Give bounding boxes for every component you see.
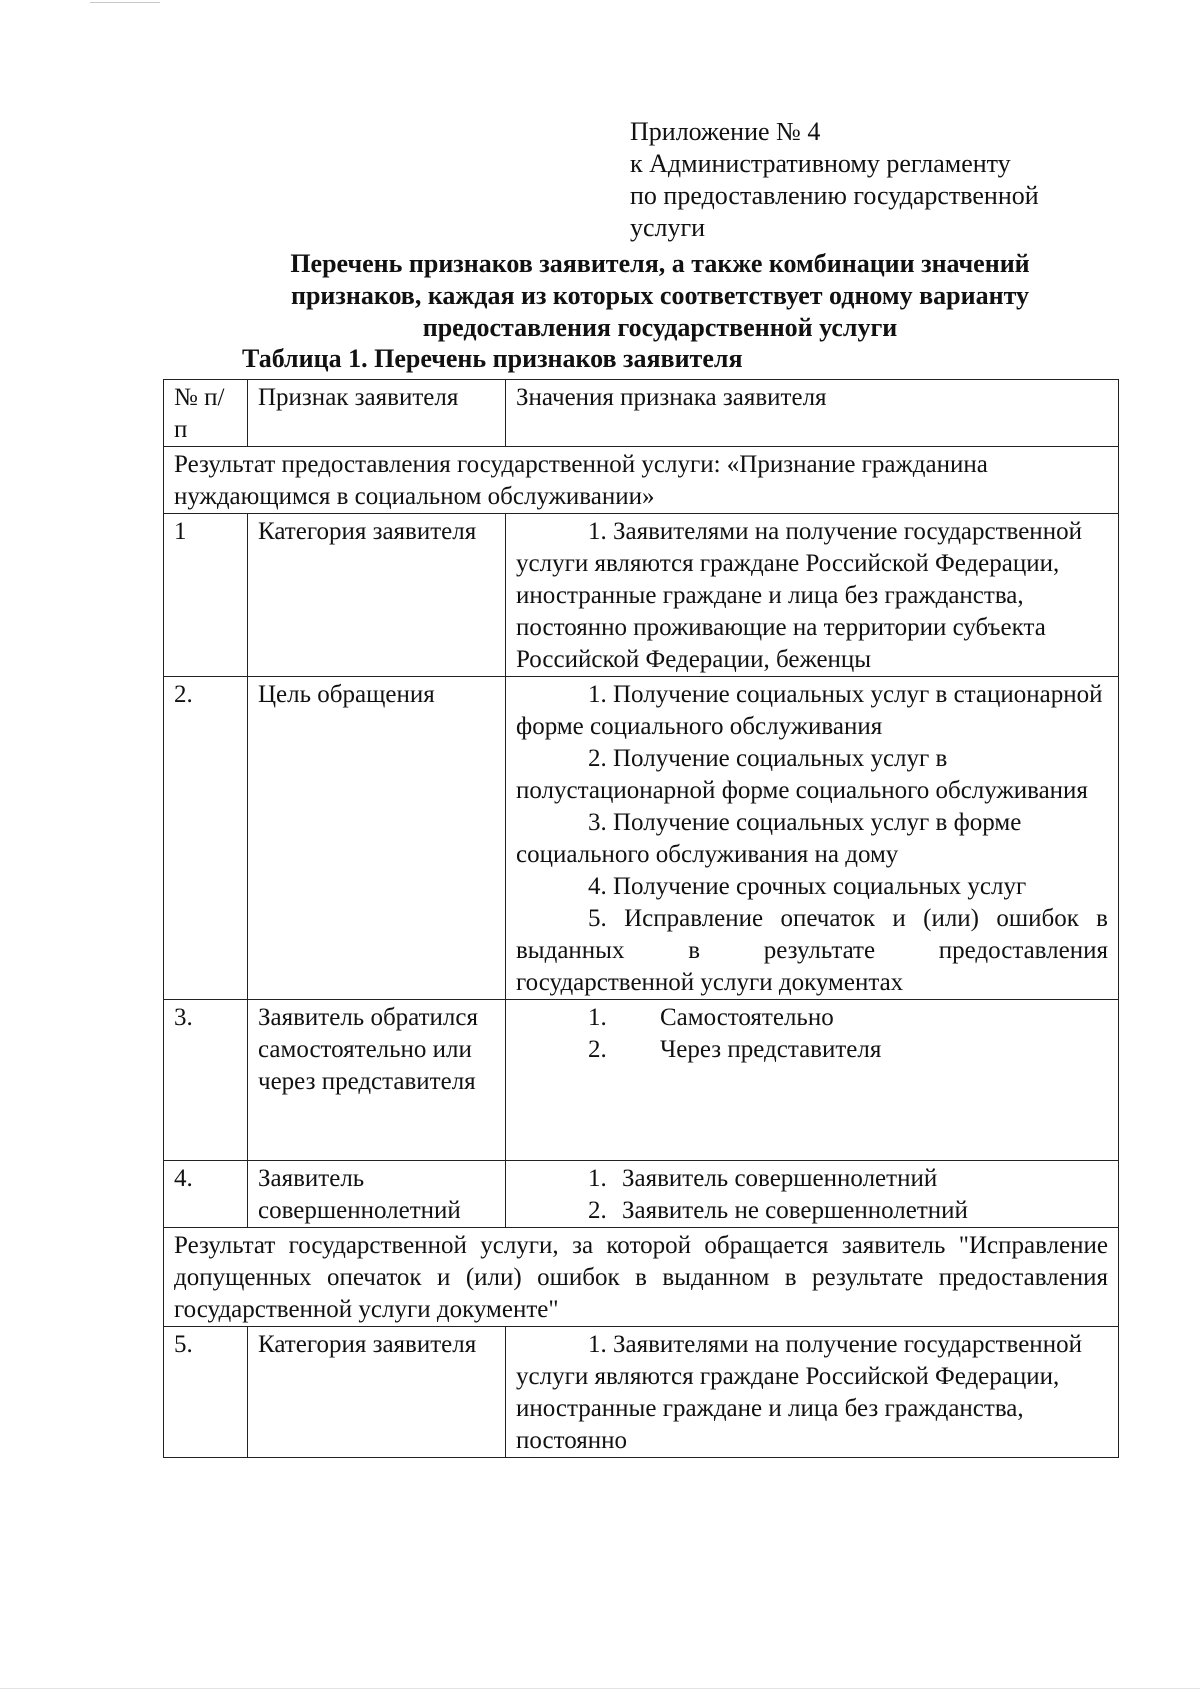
row-attribute: Цель обращения: [248, 677, 506, 1000]
header-number: № п/п: [164, 380, 248, 447]
document-title: [200, 248, 1120, 344]
row-values: [506, 1327, 1119, 1458]
title-line: признаков, каждая из которых соответствует одному варианту: [290, 281, 1030, 310]
row-number: 1: [164, 514, 248, 677]
value-item: 2. Получение социальных услуг в полустационарной форме социального обслуживания: [516, 745, 1088, 804]
table-row: [164, 1327, 1119, 1458]
value-item-text: Заявитель не совершеннолетний: [622, 1197, 968, 1224]
row-values: [506, 514, 1119, 677]
appendix-note: [630, 116, 1090, 244]
value-item: [516, 1034, 1108, 1066]
table-caption: Таблица 1. Перечень признаков заявителя: [242, 344, 743, 373]
row-attribute: Категория заявителя: [248, 1327, 506, 1458]
value-item: [516, 1163, 1108, 1195]
row-values: [506, 1161, 1119, 1228]
appendix-line: к Административному регламенту: [630, 149, 1011, 178]
value-item-text: Самостоятельно: [660, 1004, 834, 1031]
appendix-line: Приложение № 4: [630, 117, 821, 146]
row-attribute: Категория заявителя: [248, 514, 506, 677]
row-values: [506, 1000, 1119, 1161]
value-item: 3. Получение социальных услуг в форме социального обслуживания на дому: [516, 809, 1022, 868]
value-item-text: Заявитель совершеннолетний: [622, 1165, 938, 1192]
row-values: [506, 677, 1119, 1000]
value-item-number: 1.: [588, 1165, 607, 1192]
value-item-number: 2.: [588, 1197, 607, 1224]
table-row: [164, 514, 1119, 677]
scan-artifact: [0, 1688, 1200, 1689]
applicant-attributes-table: [163, 379, 1119, 1458]
value-item-number: 2.: [588, 1036, 607, 1063]
title-line: предоставления государственной услуги: [422, 313, 898, 342]
value-item: 4. Получение срочных социальных услуг: [588, 873, 1027, 900]
value-item: 1. Получение социальных услуг в стационарной форме социального обслуживания: [516, 681, 1103, 740]
header-values: Значения признака заявителя: [506, 380, 1119, 447]
value-item-text: Через представителя: [660, 1036, 882, 1063]
value-item-number: 1.: [588, 1004, 607, 1031]
table-row: [164, 677, 1119, 1000]
table-header-row: [164, 380, 1119, 447]
row-attribute: Заявитель обратился самостоятельно или через представителя: [248, 1000, 506, 1161]
value-item: 5. Исправление опечаток и (или) ошибок в выданных в результате предоставления государственной услуги документах: [516, 905, 1108, 996]
appendix-line: услуги: [630, 213, 706, 242]
row-number: 2.: [164, 677, 248, 1000]
appendix-line: по предоставлению государственной: [630, 181, 1039, 210]
row-number: 4.: [164, 1161, 248, 1228]
value-item: [516, 1195, 1108, 1227]
table-row: [164, 1161, 1119, 1228]
table-row: [164, 1000, 1119, 1161]
scan-artifact: [90, 2, 160, 3]
row-attribute: Заявитель совершеннолетний: [248, 1161, 506, 1228]
section-row: [164, 1228, 1119, 1327]
header-attribute: Признак заявителя: [248, 380, 506, 447]
value-item: 1. Заявителями на получение государственной услуги являются граждане Российской Федерации, иностранные граждане и лица без гражданства, постоянно проживающие на территории субъекта Российской Федерации, беженцы: [516, 518, 1082, 673]
row-number: 5.: [164, 1327, 248, 1458]
section-row: [164, 447, 1119, 514]
value-item: 1. Заявителями на получение государственной услуги являются граждане Российской Федерации, иностранные граждане и лица без гражданства, постоянно: [516, 1331, 1082, 1454]
section-heading-2: Результат государственной услуги, за которой обращается заявитель "Исправление допущенных опечаток и (или) ошибок в выданном в результате предоставления государственной услуги документе": [164, 1228, 1119, 1327]
value-item: [516, 1002, 1108, 1034]
row-number: 3.: [164, 1000, 248, 1161]
section-heading-1: Результат предоставления государственной услуги: «Признание гражданина нуждающимся в социальном обслуживании»: [164, 447, 1119, 514]
title-line: Перечень признаков заявителя, а также комбинации значений: [290, 249, 1030, 278]
